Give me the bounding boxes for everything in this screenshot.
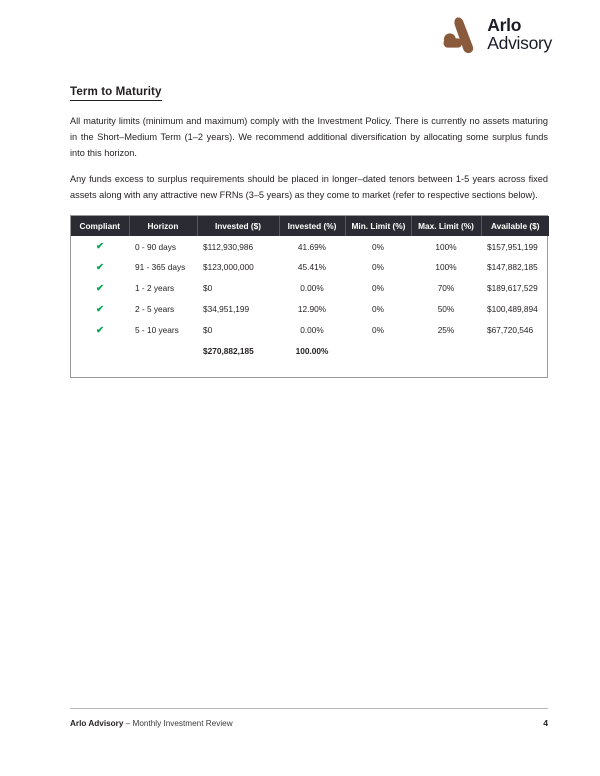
cell-available: $100,489,894: [487, 304, 538, 315]
cell-min-limit: 0%: [372, 262, 384, 273]
term-to-maturity-table-container: [70, 215, 548, 378]
page-title: Term to Maturity: [70, 85, 162, 101]
cell-max-limit: 25%: [437, 325, 455, 336]
cell-total-available: [481, 341, 549, 361]
cell-horizon: 5 - 10 years: [135, 325, 179, 336]
table-total-row: [71, 341, 549, 361]
footer-divider: [70, 708, 548, 709]
cell-invested-percent: 45.41%: [297, 262, 327, 273]
cell-available: $189,617,529: [487, 283, 538, 294]
term-to-maturity-table: [71, 216, 549, 361]
cell-total-max-limit: [411, 341, 481, 361]
table-header-row: [71, 216, 549, 236]
footer-document-label: [70, 719, 233, 728]
brand-name-secondary: Advisory: [487, 33, 552, 53]
cell-total-invested-dollars: $270,882,185: [203, 345, 254, 356]
column-header-invested-percent: Invested (%): [279, 216, 345, 236]
table-row: [71, 299, 549, 320]
cell-invested-dollars: $0: [203, 283, 213, 294]
table-row: [71, 257, 549, 278]
column-header-horizon: Horizon: [129, 216, 197, 236]
cell-total-compliant: [71, 341, 129, 361]
footer-document-title: – Monthly Investment Review: [125, 719, 233, 728]
cell-invested-dollars: $123,000,000: [203, 262, 254, 273]
compliant-check-icon: ✔: [96, 262, 104, 274]
cell-total-invested-percent: 100.00%: [295, 345, 329, 356]
column-header-compliant: Compliant: [71, 216, 129, 236]
cell-horizon: 0 - 90 days: [135, 241, 177, 252]
cell-invested-dollars: $0: [203, 325, 213, 336]
cell-available: $157,951,199: [487, 241, 538, 252]
brand-name-primary: Arlo: [487, 15, 522, 36]
compliant-check-icon: ✔: [96, 241, 104, 253]
cell-max-limit: 70%: [437, 283, 455, 294]
column-header-max-limit: Max. Limit (%): [411, 216, 481, 236]
cell-invested-percent: 12.90%: [297, 304, 327, 315]
paragraph-maturity-limits: All maturity limits (minimum and maximum) comply with the Investment Policy. There is currently no assets maturing in the Short–Medium Term (1–2 years). We recommend additional diversification by allocating some surplus funds into this horizon.: [70, 116, 548, 158]
compliant-check-icon: ✔: [96, 283, 104, 295]
cell-invested-dollars: $112,930,986: [203, 241, 254, 252]
cell-invested-percent: 41.69%: [297, 241, 327, 252]
paragraph-surplus-recommendation: Any funds excess to surplus requirements should be placed in longer–dated tenors between 1-5 years across fixed assets along with any attractive new FRNs (3–5 years) as they come to market (refer to respective sections below).: [70, 174, 548, 201]
cell-min-limit: 0%: [372, 304, 384, 315]
cell-invested-dollars: $34,951,199: [203, 304, 250, 315]
brand-logo: [436, 14, 552, 56]
cell-available: $147,882,185: [487, 262, 538, 273]
cell-max-limit: 50%: [437, 304, 455, 315]
arlo-a-logomark-icon: [436, 14, 478, 56]
cell-max-limit: 100%: [435, 262, 457, 273]
table-row: [71, 278, 549, 299]
table-row: [71, 320, 549, 341]
column-header-min-limit: Min. Limit (%): [345, 216, 411, 236]
cell-horizon: 2 - 5 years: [135, 304, 175, 315]
cell-min-limit: 0%: [372, 241, 384, 252]
page-number: 4: [543, 718, 548, 728]
cell-max-limit: 100%: [435, 241, 457, 252]
footer-company-name: Arlo Advisory: [70, 719, 124, 728]
column-header-invested-dollars: Invested ($): [197, 216, 279, 236]
table-row: [71, 236, 549, 257]
compliant-check-icon: ✔: [96, 324, 104, 336]
cell-invested-percent: 0.00%: [300, 325, 324, 336]
brand-wordmark: [487, 17, 552, 53]
cell-horizon: 91 - 365 days: [135, 262, 186, 273]
section-content: [70, 82, 548, 378]
column-header-available: Available ($): [481, 216, 549, 236]
cell-invested-percent: 0.00%: [300, 283, 324, 294]
page-footer: [70, 708, 548, 728]
cell-total-min-limit: [345, 341, 411, 361]
cell-total-horizon: [129, 341, 197, 361]
compliant-check-icon: ✔: [96, 303, 104, 315]
cell-min-limit: 0%: [372, 325, 384, 336]
cell-min-limit: 0%: [372, 283, 384, 294]
cell-horizon: 1 - 2 years: [135, 283, 175, 294]
cell-available: $67,720,546: [487, 325, 534, 336]
table-body: [71, 236, 549, 361]
